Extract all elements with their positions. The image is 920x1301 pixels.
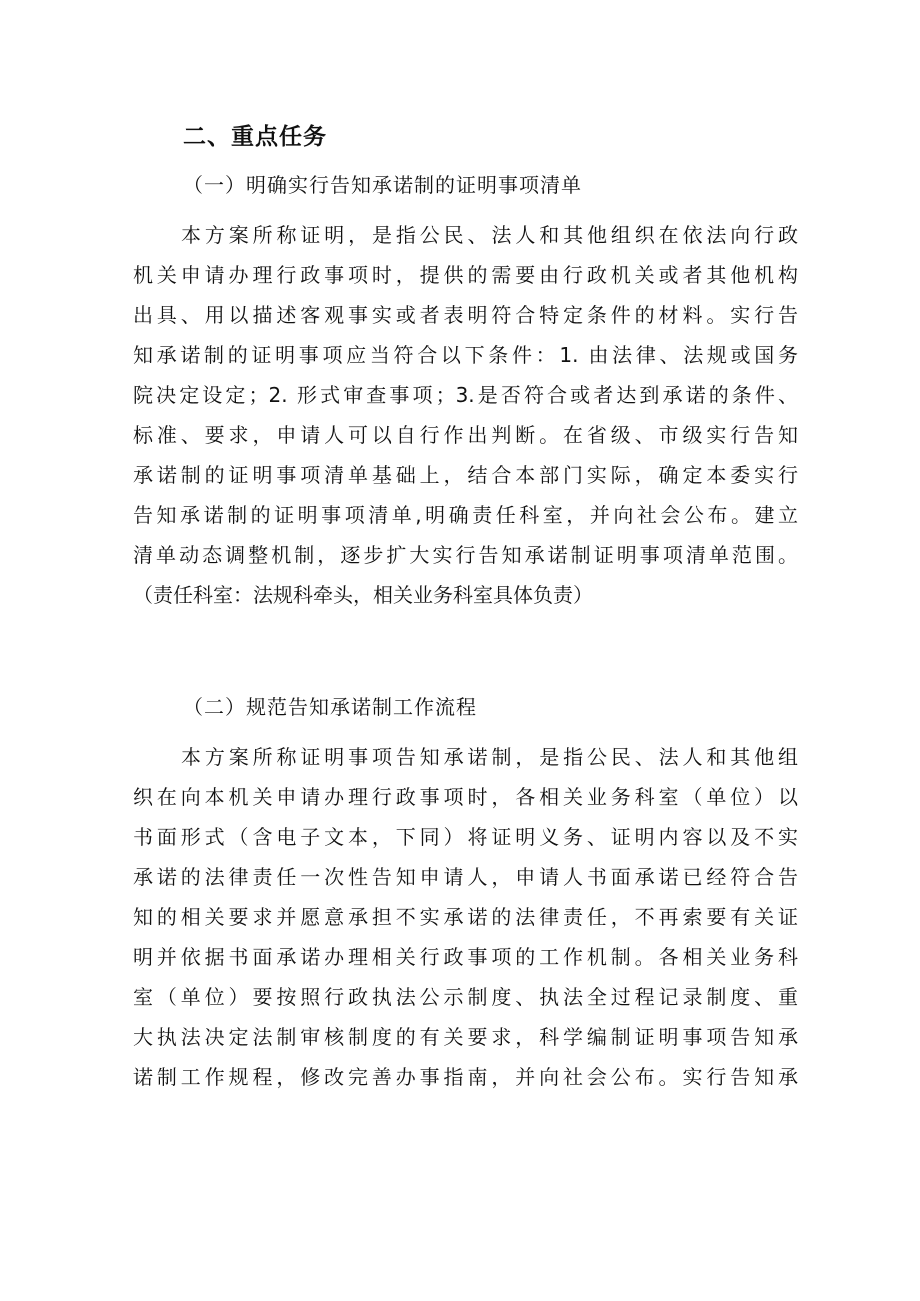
paragraph-line: 清单动态调整机制，逐步扩大实行告知承诺制证明事项清单范围。 (133, 543, 798, 567)
paragraph-line: 本方案所称证明事项告知承诺制，是指公民、法人和其他组 (181, 745, 798, 769)
paragraph-2 (133, 737, 798, 1097)
paragraph-line: 诺制工作规程，修改完善办事指南，并向社会公布。实行告知承 (133, 1065, 798, 1089)
paragraph-line: 书面形式（含电子文本，下同）将证明义务、证明内容以及不实 (133, 825, 798, 849)
paragraph-line: 大执法决定法制审核制度的有关要求，科学编制证明事项告知承 (133, 1025, 798, 1049)
paragraph-line: 出具、用以描述客观事实或者表明符合特定条件的材料。实行告 (133, 303, 798, 327)
paragraph-line: 承诺制的证明事项清单基础上，结合本部门实际，确定本委实行 (133, 463, 798, 487)
paragraph-line: （责任科室：法规科牵头，相关业务科室具体负责） (133, 583, 593, 607)
subsection-title-1: （一）明确实行告知承诺制的证明事项清单 (183, 173, 582, 197)
paragraph-line: 承诺的法律责任一次性告知申请人，申请人书面承诺已经符合告 (133, 865, 798, 889)
paragraph-line: 本方案所称证明，是指公民、法人和其他组织在依法向行政 (181, 223, 798, 247)
paragraph-line: 告知承诺制的证明事项清单,明确责任科室，并向社会公布。建立 (133, 503, 798, 527)
section-heading: 二、重点任务 (183, 124, 327, 150)
paragraph-line: 标准、要求，申请人可以自行作出判断。在省级、市级实行告知 (133, 423, 798, 447)
paragraph-line: 室（单位）要按照行政执法公示制度、执法全过程记录制度、重 (133, 985, 798, 1009)
paragraph-line: 知的相关要求并愿意承担不实承诺的法律责任，不再索要有关证 (133, 905, 798, 929)
subsection-title-2: （二）规范告知承诺制工作流程 (183, 695, 477, 719)
paragraph-line: 院决定设定；2. 形式审查事项；3.是否符合或者达到承诺的条件、 (133, 383, 798, 407)
paragraph-line: 知承诺制的证明事项应当符合以下条件：1. 由法律、法规或国务 (133, 343, 798, 367)
paragraph-1 (133, 215, 798, 615)
paragraph-line: 织在向本机关申请办理行政事项时，各相关业务科室（单位）以 (133, 785, 798, 809)
paragraph-line: 明并依据书面承诺办理相关行政事项的工作机制。各相关业务科 (133, 945, 798, 969)
paragraph-line: 机关申请办理行政事项时，提供的需要由行政机关或者其他机构 (133, 263, 798, 287)
